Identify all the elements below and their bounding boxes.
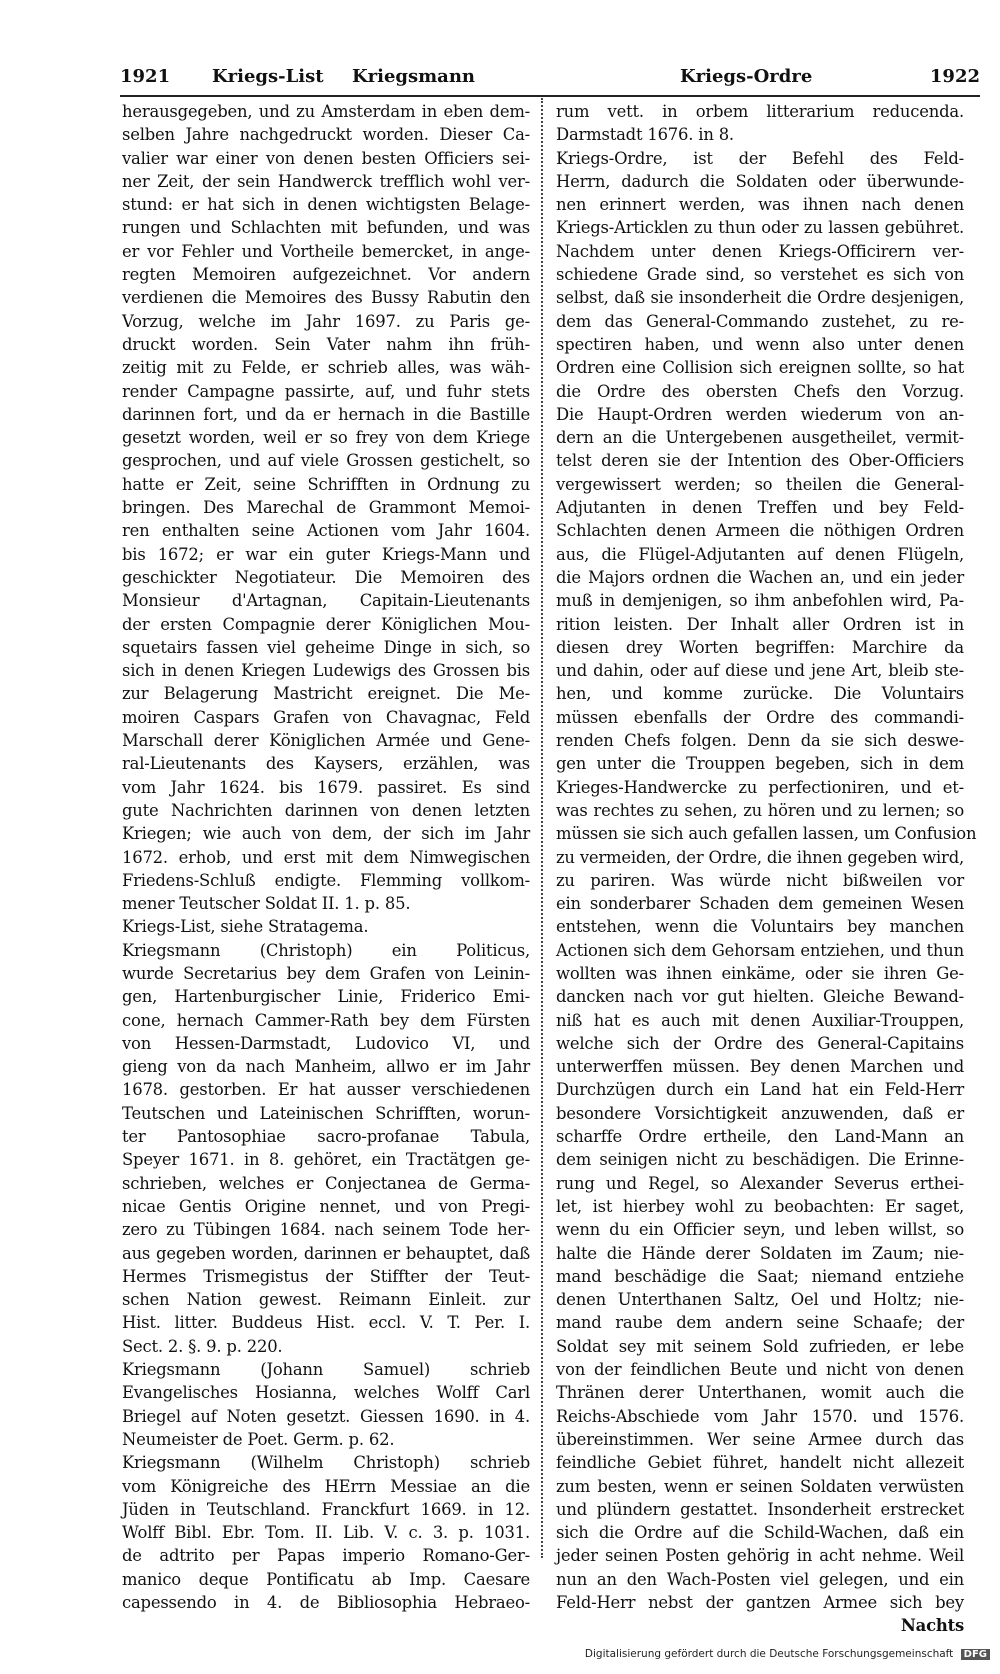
text-line: die Ordre des obersten Chefs den Vorzug. — [556, 381, 964, 401]
text-line: besondere Vorsichtigkeit anzuwenden, daß er — [556, 1103, 964, 1123]
text-line: nicae Gentis Origine nennet, und von Pregi- — [122, 1196, 530, 1216]
text-line: Actionen sich dem Gehorsam entziehen, und thun — [556, 940, 964, 960]
digitization-footer — [420, 1648, 990, 1666]
text-line: gen unter die Trouppen begeben, sich in dem — [556, 754, 964, 774]
text-line: zu pariren. Was würde nicht bißweilen vor — [556, 870, 964, 890]
text-line: spectiren haben, und wenn also unter denen — [556, 334, 964, 354]
text-line: vergewissert werden; so theilen die General- — [556, 474, 964, 494]
text-line: Neumeister de Poet. Germ. p. 62. — [122, 1429, 395, 1449]
text-line: Kriegs-List, siehe Stratagema. — [122, 917, 369, 937]
text-line: rung und Regel, so Alexander Severus erthei- — [556, 1173, 964, 1193]
text-line: bringen. Des Marechal de Grammont Memoi- — [122, 498, 530, 518]
text-line: die Majors ordnen die Wachen an, und ein jeder — [556, 567, 964, 587]
text-line: Monsieur d'Artagnan, Capitain-Lieutenants — [122, 591, 530, 611]
text-line: druckt worden. Sein Vater nahm ihn früh- — [122, 334, 530, 354]
text-line: selben Jahre nachgedruckt worden. Dieser Ca- — [122, 125, 530, 145]
text-line: ein sonderbarer Schaden dem gemeinen Wesen — [556, 894, 964, 914]
text-line: renden Chefs folgen. Denn da sie sich deswe- — [556, 731, 964, 751]
text-line: Soldat sey mit seinem Sold zufrieden, er lebe — [556, 1336, 964, 1356]
text-line: Darmstadt 1676. in 8. — [556, 125, 734, 145]
left-column — [122, 100, 530, 1612]
text-line: scharffe Ordre ertheile, den Land-Mann an — [556, 1127, 964, 1147]
text-line: Schlachten denen Armeen die nöthigen Ordren — [556, 521, 964, 541]
text-line: aus gegeben worden, darinnen er behauptet, daß — [122, 1243, 530, 1263]
text-line: halte die Hände derer Soldaten im Zaum; nie- — [556, 1243, 964, 1263]
text-line: rum vett. in orbem litterarium reducenda. — [556, 102, 964, 121]
text-line: niß hat es auch mit denen Auxiliar-Trouppen, — [556, 1010, 964, 1030]
text-line: nen erinnert werden, was ihnen nach denen — [556, 195, 964, 215]
text-line: Adjutanten in denen Treffen und bey Feld- — [556, 498, 964, 518]
text-line: 1678. gestorben. Er hat ausser verschiedenen — [122, 1080, 530, 1100]
text-line: zeitig mit zu Felde, er schrieb alles, was wäh- — [122, 358, 530, 378]
text-line: entstehen, wenn die Voluntairs bey manchen — [556, 917, 964, 937]
text-line: selbst, daß sie insonderheit die Ordre desjenigen, — [556, 288, 964, 308]
text-line: Friedens-Schluß endigte. Flemming vollkom- — [122, 870, 530, 890]
text-line: mand beschädige die Saat; niemand entziehe — [556, 1266, 964, 1286]
text-line: müssen ebenfalls der Ordre des commandi- — [556, 707, 964, 727]
text-line: Thränen derer Unterthanen, womit auch die — [556, 1383, 964, 1403]
text-line: sich die Ordre auf die Schild-Wachen, daß ein — [556, 1523, 964, 1543]
text-line: Briegel auf Noten gesetzt. Giessen 1690. in 4. — [122, 1406, 530, 1426]
text-line: sich in denen Kriegen Ludewigs des Grossen bis — [122, 661, 530, 681]
left-page-number: 1921 — [120, 66, 171, 87]
text-line: verdienen die Memoires des Bussy Rabutin den — [122, 288, 530, 308]
text-line: Hist. litter. Buddeus Hist. eccl. V. T. Per. I. — [122, 1313, 530, 1333]
text-line: hen, und komme zurücke. Die Voluntairs — [556, 684, 964, 704]
text-line: valier war einer von denen besten Officiers sei- — [122, 148, 530, 168]
catchword: Nachts — [900, 1616, 964, 1636]
text-line: zum besten, wenn er seinen Soldaten verwüsten — [556, 1476, 964, 1496]
text-line: stund: er hat sich in denen wichtigsten Belage- — [122, 195, 530, 215]
text-line: de adtrito per Papas imperio Romano-Ger- — [122, 1546, 530, 1566]
text-line: darinnen fort, und da er hernach in die Bastille — [122, 404, 530, 424]
text-line: und dahin, oder auf diese und jene Art, bleib ste- — [556, 661, 964, 681]
text-line: Kriegs-Ordre, ist der Befehl des Feld- — [556, 148, 964, 168]
text-line: zero zu Tübingen 1684. nach seinem Tode her- — [122, 1220, 530, 1240]
text-line: manico deque Pontificatu ab Imp. Caesare — [122, 1569, 530, 1589]
text-line: gen, Hartenburgischer Linie, Friderico Emi- — [122, 987, 530, 1007]
text-line: gesprochen, und auf viele Grossen gestichelt, so — [122, 451, 530, 471]
text-line: ner Zeit, der sein Handwerck trefflich wohl ver- — [122, 171, 530, 191]
header-rule — [120, 95, 980, 97]
text-line: gesetzt worden, weil er so frey von dem Kriege — [122, 428, 530, 448]
text-line: Evangelisches Hosianna, welches Wolff Carl — [122, 1383, 530, 1403]
text-line: und plündern gestattet. Insonderheit erstrecket — [556, 1499, 964, 1519]
footer-text: Digitalisierung gefördert durch die Deutsche Forschungsgemeinschaft — [584, 1648, 954, 1660]
text-line: nun an den Wach-Posten viel gelegen, und ein — [556, 1569, 964, 1589]
text-line: Durchzügen durch ein Land hat ein Feld-Herr — [556, 1080, 964, 1100]
text-line: squetairs fassen viel geheime Dinge in sich, so — [122, 637, 530, 657]
text-line: von der feindlichen Beute und nicht von denen — [556, 1360, 964, 1380]
text-line: müssen sie sich auch gefallen lassen, um Confusion — [556, 824, 977, 844]
text-line: capessendo in 4. de Bibliosophia Hebraeo- — [122, 1593, 530, 1612]
text-line: schen Nation gewest. Reimann Einleit. zur — [122, 1290, 530, 1310]
text-line: er vor Fehler und Vortheile bemercket, in ange- — [122, 241, 530, 261]
text-line: rungen und Schlachten mit befunden, und was — [122, 218, 530, 238]
text-line: schiedene Grade sind, so verstehet es sich von — [556, 265, 964, 285]
text-line: wollten was ihnen einkäme, oder sie ihren Ge- — [556, 963, 964, 983]
text-line: Kriegsmann (Johann Samuel) schrieb — [122, 1360, 530, 1380]
text-line: der ersten Compagnie derer Königlichen Mou- — [122, 614, 530, 634]
text-line: mener Teutscher Soldat II. 1. p. 85. — [122, 894, 411, 914]
text-line: ren enthalten seine Actionen vom Jahr 1604. — [122, 521, 530, 541]
text-line: diesen drey Worten begriffen: Marchire da — [556, 637, 964, 657]
text-line: Teutschen und Lateinischen Schrifften, worun- — [122, 1103, 530, 1123]
text-line: gieng von da nach Manheim, allwo er im Jahr — [122, 1057, 530, 1077]
text-line: Ordren eine Collision sich ereignen sollte, so hat — [556, 358, 964, 378]
text-line: schrieben, welches er Conjectanea de Germa- — [122, 1173, 530, 1193]
text-line: von Hessen-Darmstadt, Ludovico VI, und — [122, 1033, 530, 1053]
text-line: ral-Lieutenants des Kaysers, erzählen, was — [122, 754, 530, 774]
text-line: aus, die Flügel-Adjutanten auf denen Flügeln, — [556, 544, 964, 564]
text-line: jeder seinen Posten gehörig in acht nehme. Weil — [556, 1546, 964, 1566]
left-keyword-1: Kriegs-List — [212, 66, 324, 87]
text-line: Feld-Herr nebst der gantzen Armee sich bey — [556, 1593, 964, 1612]
text-line: Jüden in Teutschland. Franckfurt 1669. in 12. — [122, 1499, 530, 1519]
text-line: Sect. 2. §. 9. p. 220. — [122, 1336, 283, 1356]
text-line: zu vermeiden, der Ordre, die ihnen gegeben wird, — [556, 847, 964, 867]
text-line: zur Belagerung Mastricht ereignet. Die Me- — [122, 684, 530, 704]
right-column — [556, 100, 977, 1636]
text-line: telst deren sie der Intention des Ober-Officiers — [556, 451, 964, 471]
text-line: dern an die Untergebenen ausgetheilet, vermit- — [556, 428, 964, 448]
text-line: Kriegen; wie auch von dem, der sich im Jahr — [122, 824, 530, 844]
text-line: Vorzug, welche im Jahr 1697. zu Paris ge- — [122, 311, 530, 331]
text-line: wurde Secretarius bey dem Grafen von Leinin- — [122, 963, 530, 983]
text-line: unterwerffen müssen. Bey denen Marchen und — [556, 1057, 964, 1077]
text-line: hatte er Zeit, seine Schrifften in Ordnung zu — [122, 474, 530, 494]
text-line: denen Unterthanen Saltz, Oel und Holtz; nie- — [556, 1290, 964, 1310]
text-line: 1672. erhob, und erst mit dem Nimwegischen — [122, 847, 530, 867]
text-line: Die Haupt-Ordren werden wiederum von an- — [556, 404, 964, 424]
text-line: Hermes Trismegistus der Stiffter der Teut- — [122, 1266, 530, 1286]
text-line: vom Jahr 1624. bis 1679. passiret. Es sind — [122, 777, 530, 797]
right-page-number: 1922 — [929, 66, 980, 87]
dfg-logo: DFG — [961, 1649, 990, 1660]
text-line: Nachdem unter denen Kriegs-Officirern ver- — [556, 241, 964, 261]
text-line: Reichs-Abschiede vom Jahr 1570. und 1576. — [556, 1406, 964, 1426]
text-line: Krieges-Handwercke zu perfectioniren, und et- — [556, 777, 964, 797]
text-line: Kriegsmann (Christoph) ein Politicus, — [122, 940, 530, 960]
running-header — [120, 66, 980, 92]
text-line: übereinstimmen. Wer seine Armee durch das — [556, 1429, 964, 1449]
text-line: was rechtes zu sehen, zu hören und zu lernen; so — [556, 800, 964, 820]
text-line: feindliche Gebiet führet, handelt nicht allezeit — [556, 1453, 964, 1473]
text-line: dem seinigen nicht zu beschädigen. Die Erinne- — [556, 1150, 964, 1170]
left-keyword-2: Kriegsmann — [352, 66, 476, 87]
text-line: cone, hernach Cammer-Rath bey dem Fürsten — [122, 1010, 530, 1030]
text-line: wenn du ein Officier seyn, und leben willst, so — [556, 1220, 964, 1240]
text-line: regten Memoiren aufgezeichnet. Vor andern — [122, 265, 530, 285]
text-line: Wolff Bibl. Ebr. Tom. II. Lib. V. c. 3. p. 1031. — [122, 1523, 530, 1543]
text-line: mand raube dem andern seine Schaafe; der — [556, 1313, 964, 1333]
text-line: Speyer 1671. in 8. gehöret, ein Tractätgen ge- — [122, 1150, 530, 1170]
text-line: dancken nach vor gut hielten. Gleiche Bewand- — [556, 987, 964, 1007]
text-line: muß in demjenigen, so ihm anbefohlen wird, Pa- — [556, 591, 964, 611]
column-divider — [541, 98, 543, 1558]
text-line: Marschall derer Königlichen Armée und Gene- — [122, 731, 530, 751]
text-line: gute Nachrichten darinnen von denen letzten — [122, 800, 530, 820]
text-line: dem das General-Commando zustehet, zu re- — [556, 311, 964, 331]
text-line: bis 1672; er war ein guter Kriegs-Mann und — [122, 544, 530, 564]
text-line: Kriegsmann (Wilhelm Christoph) schrieb — [122, 1453, 530, 1473]
text-line: render Campagne passirte, auf, und fuhr stets — [122, 381, 530, 401]
text-line: rition leisten. Der Inhalt aller Ordren ist in — [556, 614, 964, 634]
text-line: herausgegeben, und zu Amsterdam in eben dem- — [122, 102, 530, 121]
text-line: welche sich der Ordre des General-Capitains — [556, 1033, 964, 1053]
text-line: moiren Caspars Grafen von Chavagnac, Feld — [122, 707, 530, 727]
text-line: vom Königreiche des HErrn Messiae an die — [122, 1476, 530, 1496]
text-line: geschickter Negotiateur. Die Memoiren des — [122, 567, 530, 587]
right-keyword: Kriegs-Ordre — [680, 66, 813, 87]
text-line: Herrn, dadurch die Soldaten oder überwunde- — [556, 171, 964, 191]
text-line: ter Pantosophiae sacro-profanae Tabula, — [122, 1127, 530, 1147]
text-line: let, ist hierbey wohl zu beobachten: Er saget, — [556, 1196, 964, 1216]
text-line: Kriegs-Articklen zu thun oder zu lassen gebühret. — [556, 218, 964, 238]
